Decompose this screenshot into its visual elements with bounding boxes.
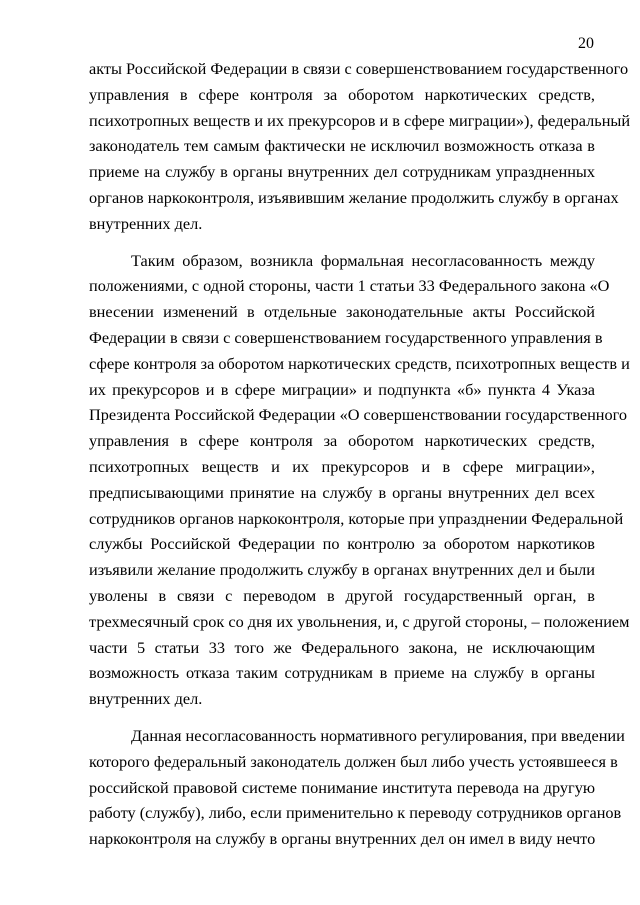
text-line: психотропных веществ и их прекурсоров и в сфере миграции»), федеральный <box>89 110 631 130</box>
paragraph-2 <box>89 248 630 712</box>
text-line: приеме на службу в органы внутренних дел сотрудникам упраздненных <box>89 162 595 182</box>
text-line: трехмесячный срок со дня их увольнения, и, с другой стороны, – положением <box>89 611 630 631</box>
text-line: сотрудников органов наркоконтроля, которые при упразднении Федеральной <box>89 508 624 528</box>
text-line: возможность отказа таким сотрудникам в приеме на службу в органы <box>89 663 595 683</box>
text-line: Данная несогласованность нормативного регулирования, при введении <box>131 725 625 745</box>
text-line: работу (службу), либо, если применительно к переводу сотрудников органов <box>89 803 622 823</box>
text-line: органов наркоконтроля, изъявившим желание продолжить службу в органах <box>89 187 619 207</box>
paragraph-1 <box>89 56 631 237</box>
text-line: психотропных веществ и их прекурсоров и в сфере миграции», <box>89 456 595 476</box>
text-line: управления в сфере контроля за оборотом наркотических средств, <box>89 431 595 451</box>
text-line: Федерации в связи с совершенствованием государственного управления в <box>89 327 603 347</box>
document-body <box>89 56 631 852</box>
page-number: 20 <box>578 35 594 52</box>
text-line: уволены в связи с переводом в другой государственный орган, в <box>89 585 595 605</box>
text-line: внутренних дел. <box>89 213 203 233</box>
text-line: акты Российской Федерации в связи с совершенствованием государственного <box>89 59 629 78</box>
text-line: положениями, с одной стороны, части 1 статьи 33 Федерального закона «О <box>89 276 610 296</box>
paragraph-3 <box>89 723 625 852</box>
text-line: законодатель тем самым фактически не исключил возможность отказа в <box>89 136 595 156</box>
text-line: предписывающими принятие на службу в органы внутренних дел всех <box>89 482 595 502</box>
text-line: внутренних дел. <box>89 689 203 709</box>
text-line: изъявили желание продолжить службу в органах внутренних дел и были <box>89 560 595 580</box>
text-line: части 5 статьи 33 того же Федерального закона, не исключающим <box>89 637 595 657</box>
text-line: управления в сфере контроля за оборотом наркотических средств, <box>89 84 595 104</box>
text-line: сфере контроля за оборотом наркотических средств, психотропных веществ и <box>89 353 630 373</box>
text-line: внесении изменений в отдельные законодательные акты Российской <box>89 302 595 322</box>
text-line: службы Российской Федерации по контролю за оборотом наркотиков <box>89 534 595 554</box>
text-line: которого федеральный законодатель должен был либо учесть устоявшееся в <box>89 751 618 771</box>
text-line: Таким образом, возникла формальная несогласованность между <box>131 250 595 270</box>
text-line: Президента Российской Федерации «О совершенствовании государственного <box>89 405 628 425</box>
text-line: наркоконтроля на службу в органы внутренних дел он имел в виду нечто <box>89 829 596 849</box>
text-line: их прекурсоров и в сфере миграции» и подпункта «б» пункта 4 Указа <box>89 379 595 399</box>
text-line: российской правовой системе понимание института перевода на другую <box>89 777 595 797</box>
